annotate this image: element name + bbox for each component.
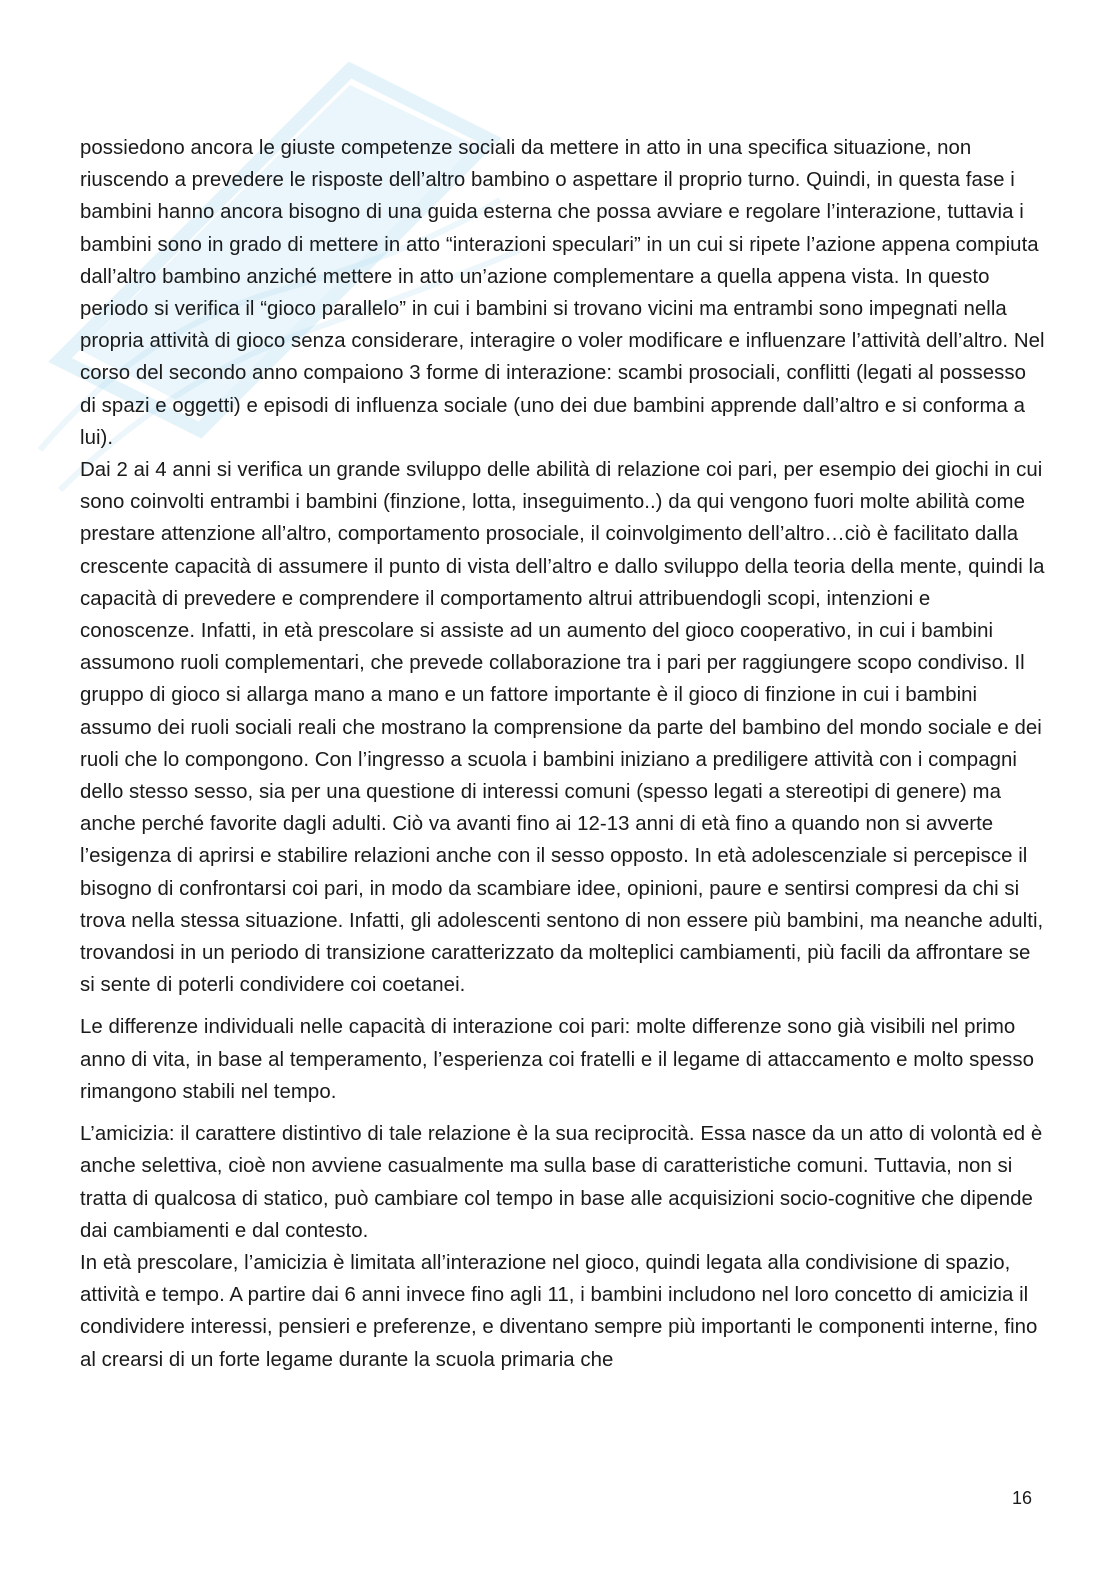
paragraph-1: possiedono ancora le giuste competenze sociali da mettere in atto in una specifica situazione, non riuscendo a prevedere le risposte dell’altro bambino o aspettare il proprio turno. Quindi, in questa fase i bambini hanno ancora bisogno di una guida esterna che possa avviare e regolare l’interazione, tuttavia i bambini sono in grado di mettere in atto “interazioni speculari” in un cui si ripete l’azione appena compiuta dall’altro bambino anziché mettere in atto un’azione complementare a quella appena vista. In questo periodo si verifica il “gioco parallelo” in cui i bambini si trovano vicini ma entrambi sono impegnati nella propria attività di gioco senza considerare, interagire o voler modificare e influenzare l’attività dell’altro. Nel corso del secondo anno compaiono 3 forme di interazione: scambi prosociali, conflitti (legati al possesso di spazi e oggetti) e episodi di influenza sociale (uno dei due bambini apprende dall’altro e si conforma a lui). [80, 137, 1045, 449]
paragraph-2: Dai 2 ai 4 anni si verifica un grande sviluppo delle abilità di relazione coi pari, per esempio dei giochi in cui sono coinvolti entrambi i bambini (finzione, lotta, inseguimento..) da qui vengono fuori molte abilità come prestare attenzione all’altro, comportamento prosociale, il coinvolgimento dell’altro…ciò è facilitato dalla crescente capacità di assumere il punto di vista dell’altro e dallo sviluppo della teoria della mente, quindi la capacità di prevedere e comprendere il comportamento altrui attribuendogli scopi, intenzioni e conoscenze. Infatti, in età prescolare si assiste ad un aumento del gioco cooperativo, in cui i bambini assumono ruoli complementari, che prevede collaborazione tra i pari per raggiungere scopo condiviso. Il gruppo di gioco si allarga mano a mano e un fattore importante è il gioco di finzione in cui i bambini assumo dei ruoli sociali reali che mostrano la comprensione da parte del bambino del mondo sociale e dei ruoli che lo compongono. Con l’ingresso a scuola i bambini iniziano a prediligere attività con i compagni dello stesso sesso, sia per una questione di interessi comuni (spesso legati a stereotipi di genere) ma anche perché favorite dagli adulti. Ciò va avanti fino ai 12-13 anni di età fino a quando non si avverte l’esigenza di aprirsi e stabilire relazioni anche con il sesso opposto. In età adolescenziale si percepisce il bisogno di confrontarsi coi pari, in modo da scambiare idee, opinioni, paure e sentirsi compresi da chi si trova nella stessa situazione. Infatti, gli adolescenti sentono di non essere più bambini, ma neanche adulti, trovandosi in un periodo di transizione caratterizzato da molteplici cambiamenti, più facili da affrontare se si sente di poterli condividere coi coetanei. [80, 459, 1045, 997]
paragraph-4: L’amicizia: il carattere distintivo di tale relazione è la sua reciprocità. Essa nasce da un atto di volontà ed è anche selettiva, cioè non avviene casualmente ma sulla base di caratteristiche comuni. Tuttavia, non si tratta di qualcosa di statico, può cambiare col tempo in base alle acquisizioni socio-cognitive che dipende dai cambiamenti e dal contesto. [80, 1123, 1043, 1242]
paragraph-3: Le differenze individuali nelle capacità di interazione coi pari: molte differenze sono già visibili nel primo anno di vita, in base al temperamento, l’esperienza coi fratelli e il legame di attaccamento e molto spesso rimangono stabili nel tempo. [80, 1016, 1035, 1103]
paragraph-5: In età prescolare, l’amicizia è limitata all’interazione nel gioco, quindi legata alla condivisione di spazio, attività e tempo. A partire dai 6 anni invece fino agli 11, i bambini includono nel loro concetto di amicizia il condividere interessi, pensieri e preferenze, e diventano sempre più importanti le componenti interne, fino al crearsi di un forte legame durante la scuola primaria che [80, 1251, 1038, 1371]
page-body [80, 132, 1046, 1376]
page-number: 16 [1011, 1488, 1032, 1508]
